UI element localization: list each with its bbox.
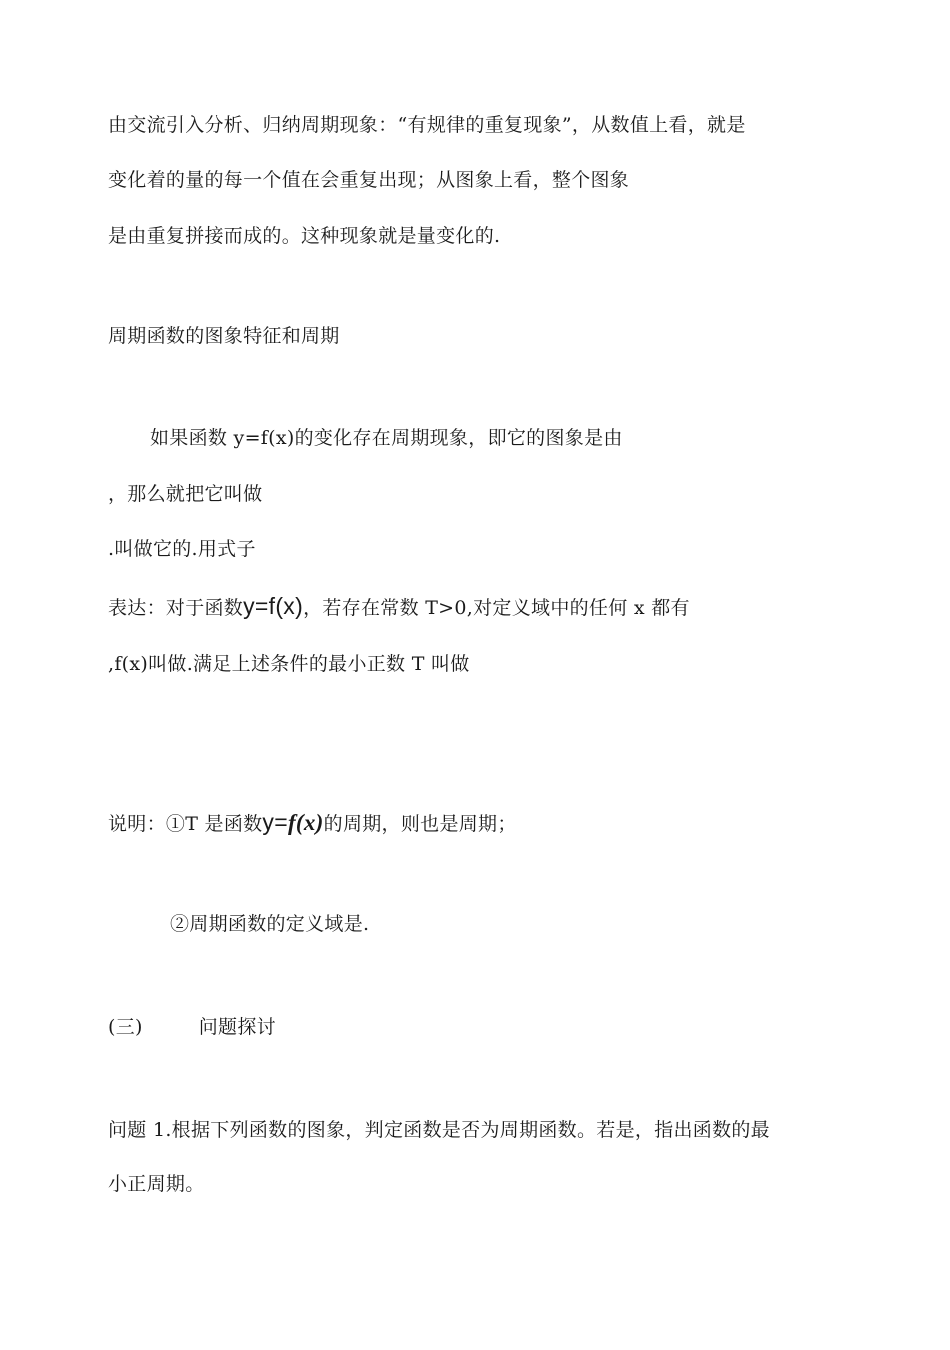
definition-line-3: .叫做它的.用式子 bbox=[108, 538, 256, 560]
definition-line-4-prefix: 表达：对于函数 bbox=[108, 597, 244, 619]
section-title: 问题探讨 bbox=[198, 1016, 276, 1038]
note-line-1-prefix: 说明：①T 是函数 bbox=[108, 813, 263, 835]
definition-line-4 bbox=[108, 594, 690, 620]
formula-y-equals-fx: y=f(x) bbox=[243, 593, 304, 619]
formula-y-equals-fx-italic bbox=[262, 809, 323, 835]
paragraph-intro-line-1: 由交流引入分析、归纳周期现象：“有规律的重复现象”，从数值上看，就是 bbox=[108, 114, 746, 136]
note-line-1-suffix: 的周期，则也是周期； bbox=[323, 813, 517, 835]
section-heading-problem-discussion bbox=[108, 1015, 276, 1039]
definition-line-2: ，那么就把它叫做 bbox=[108, 483, 263, 505]
note-line-2: ②周期函数的定义域是. bbox=[170, 913, 370, 935]
paragraph-intro-line-3: 是由重复拼接而成的。这种现象就是量变化的. bbox=[108, 225, 501, 247]
paragraph-intro-line-2: 变化着的量的每一个值在会重复出现；从图象上看，整个图象 bbox=[108, 169, 630, 191]
section-heading-periodic-function: 周期函数的图象特征和周期 bbox=[108, 325, 340, 347]
problem-1-line-1: 问题 1.根据下列函数的图象，判定函数是否为周期函数。若是，指出函数的最 bbox=[108, 1119, 770, 1141]
formula-y-part: y= bbox=[262, 809, 288, 835]
definition-line-1: 如果函数 y=f(x)的变化存在周期现象，即它的图象是由 bbox=[150, 427, 623, 449]
note-line-1 bbox=[108, 810, 517, 836]
definition-line-4-suffix: ，若存在常数 T>0,对定义域中的任何 x 都有 bbox=[303, 597, 690, 619]
problem-1-line-2: 小正周期。 bbox=[108, 1173, 205, 1195]
formula-fx-part: f(x) bbox=[287, 810, 324, 835]
section-number: (三) bbox=[108, 1016, 143, 1038]
definition-line-5: ,f(x)叫做.满足上述条件的最小正数 T 叫做 bbox=[108, 653, 470, 675]
